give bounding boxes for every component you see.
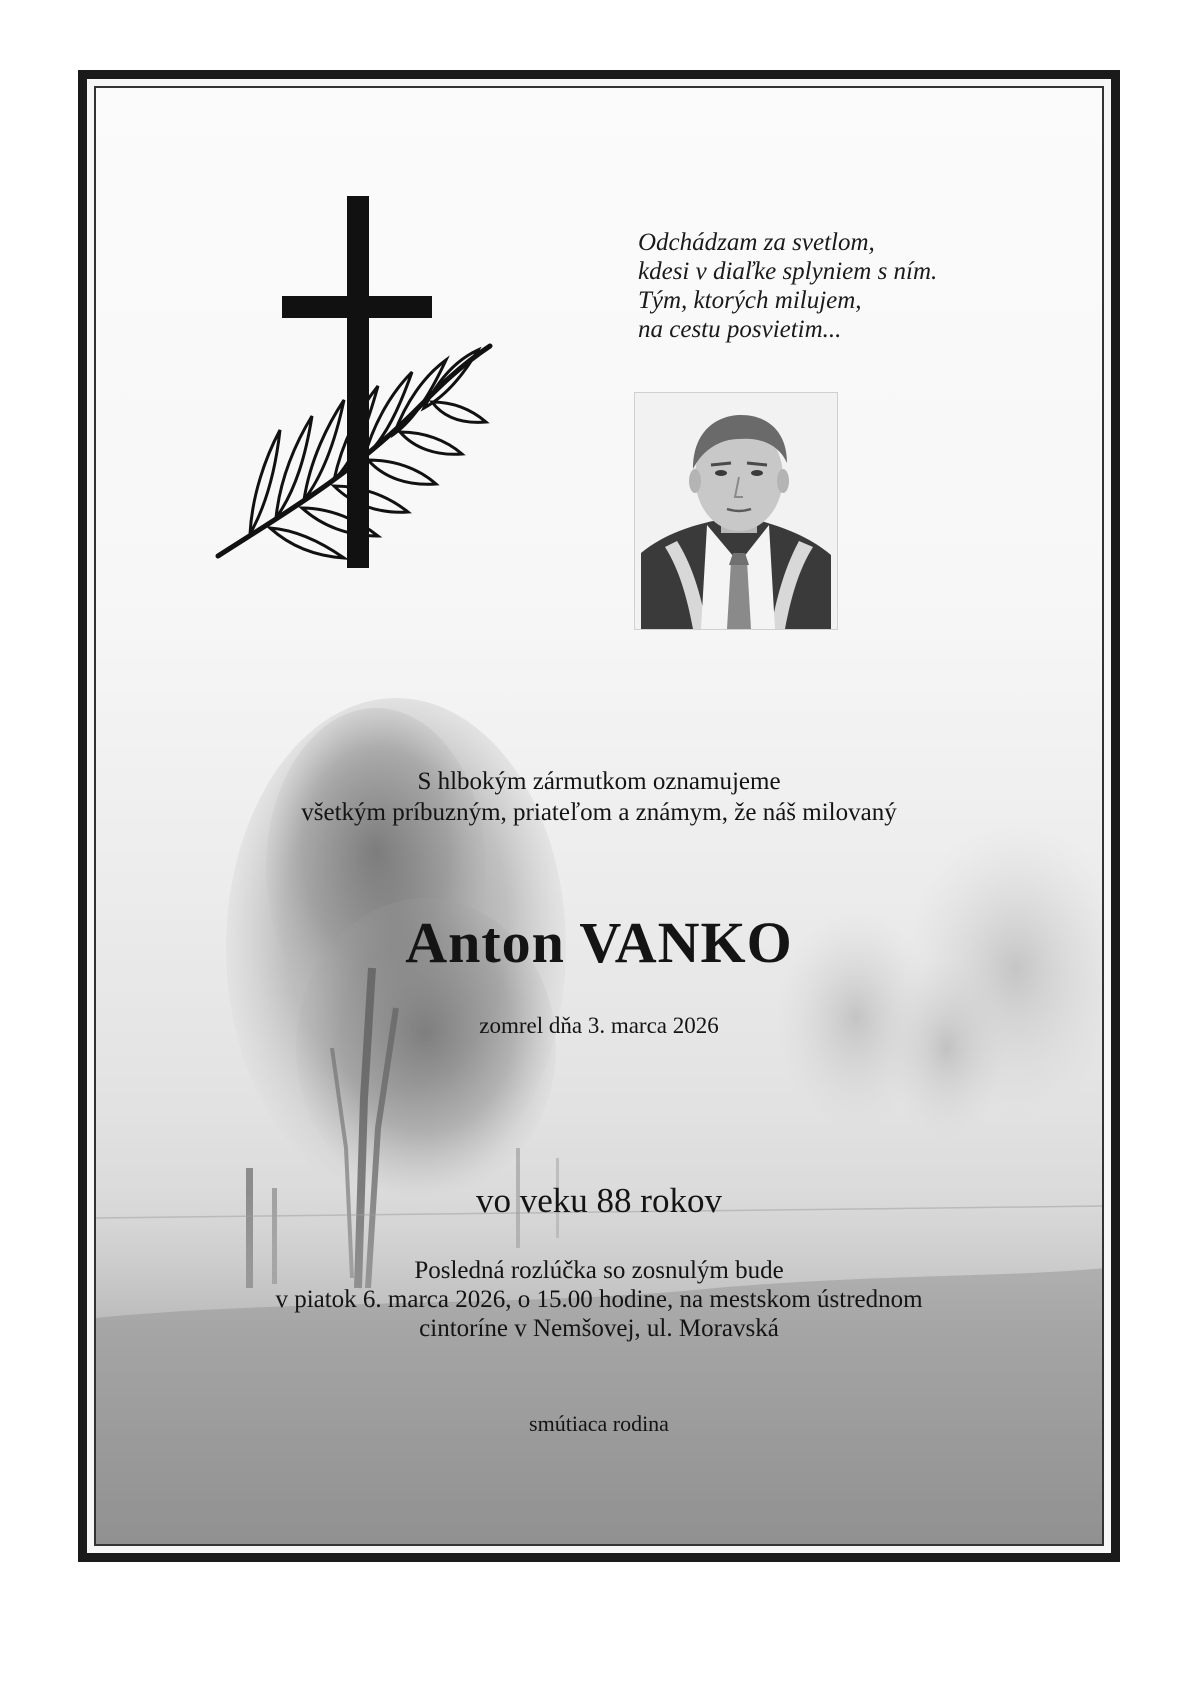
deceased-name: Anton VANKO	[405, 910, 793, 975]
funeral-line: Posledná rozlúčka so zosnulým bude	[414, 1257, 784, 1284]
family-signature: smútiaca rodina	[529, 1411, 669, 1436]
death-date: zomrel dňa 3. marca 2026	[479, 1013, 719, 1038]
memorial-poem	[638, 228, 1058, 344]
cross-with-palm-icon	[210, 196, 500, 576]
portrait-photo	[634, 392, 838, 630]
poem-line: Tým, ktorých milujem,	[638, 287, 862, 314]
age-at-death: vo veku 88 rokov	[476, 1181, 722, 1220]
poem-line: na cestu posvietim...	[638, 316, 842, 343]
funeral-details	[94, 1256, 1104, 1343]
poem-line: Odchádzam za svetlom,	[638, 229, 875, 256]
funeral-line: cintoríne v Nemšovej, ul. Moravská	[419, 1315, 779, 1342]
announcement-text	[94, 766, 1104, 828]
funeral-line: v piatok 6. marca 2026, o 15.00 hodine, na mestskom ústrednom	[275, 1286, 923, 1313]
poem-line: kdesi v diaľke splyniem s ním.	[638, 258, 938, 285]
announcement-line: S hlbokým zármutkom oznamujeme	[417, 768, 781, 795]
announcement-line: všetkým príbuzným, priateľom a známym, že náš milovaný	[301, 799, 897, 826]
